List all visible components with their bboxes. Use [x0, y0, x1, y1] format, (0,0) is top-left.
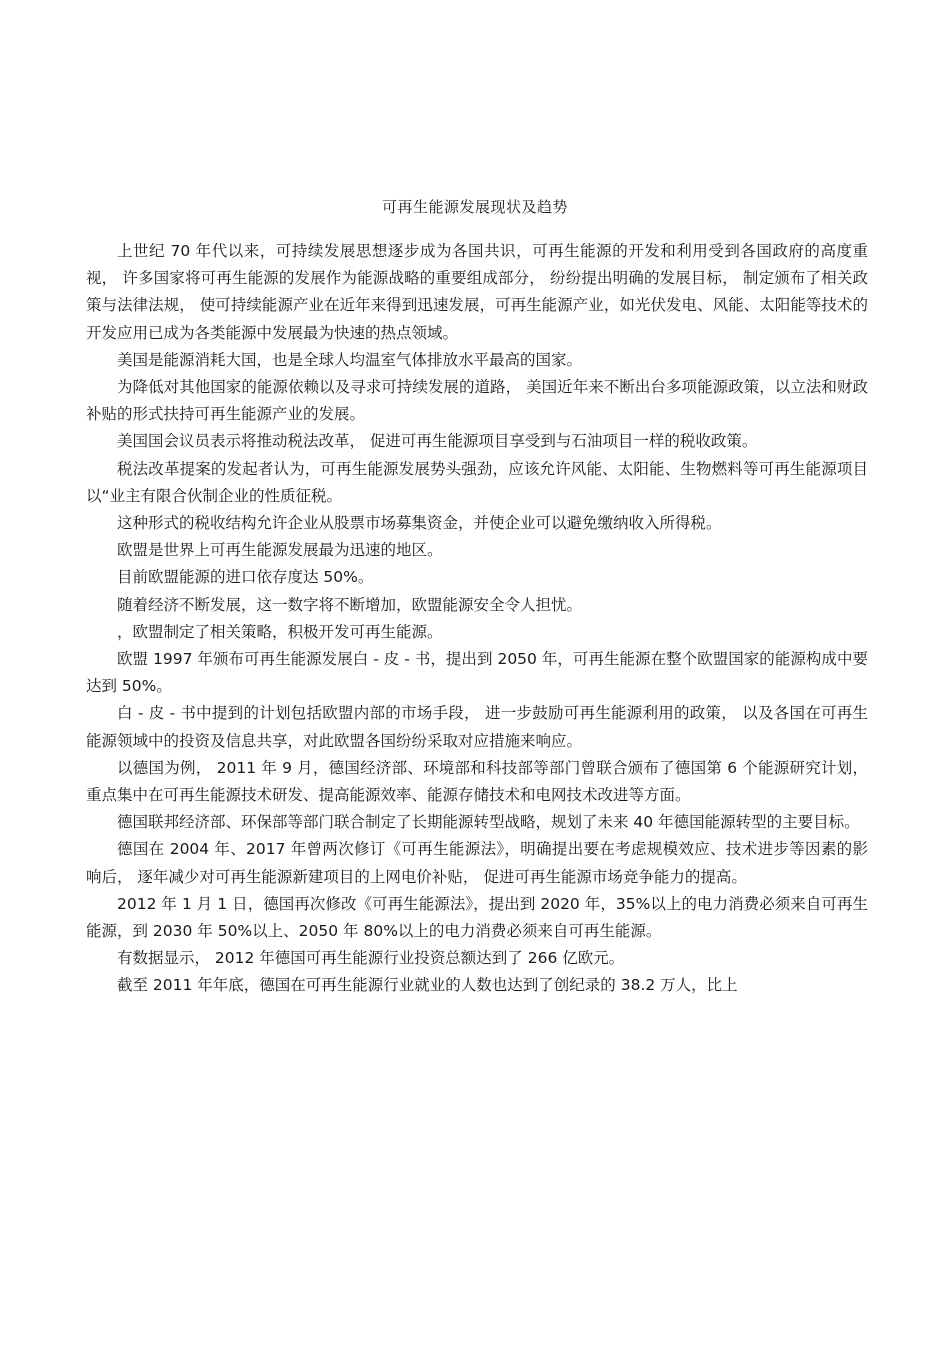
paragraph: 上世纪 70 年代以来，可持续发展思想逐步成为各国共识，可再生能源的开发和利用受到各国政府的高度重视， 许多国家将可再生能源的发展作为能源战略的重要组成部分， 纷纷提出明确的发展目标， 制定颁布了相关政策与法律法规， 使可持续能源产业在近年来得到迅速发展，可再生能源产业，如光伏发电、风能、太阳能等技术的开发应用已成为各类能源中发展最为快速的热点领域。: [86, 242, 868, 342]
document-title: 可再生能源发展现状及趋势: [381, 198, 568, 216]
paragraph: 欧盟 1997 年颁布可再生能源发展白 - 皮 - 书，提出到 2050 年，可再生能源在整个欧盟国家的能源构成中要达到 50%。: [86, 650, 868, 696]
paragraph: 欧盟是世界上可再生能源发展最为迅速的地区。: [117, 541, 443, 560]
paragraph: 这种形式的税收结构允许企业从股票市场募集资金，并使企业可以避免缴纳收入所得税。: [117, 514, 722, 533]
paragraph: 以德国为例， 2011 年 9 月，德国经济部、环境部和科技部等部门曾联合颁布了德国第 6 个能源研究计划，重点集中在可再生能源技术研发、提高能源效率、能源存储技术和电网技术改进等方面。: [86, 758, 868, 805]
paragraph: 美国是能源消耗大国，也是全球人均温室气体排放水平最高的国家。: [117, 350, 583, 369]
paragraph: 2012 年 1 月 1 日，德国再次修改《可再生能源法》，提出到 2020 年，35%以上的电力消费必须来自可再生能源，到 2030 年 50%以上、2050 年 80%以上的电力消费必须来自可再生能源。: [86, 894, 868, 941]
paragraph: 有数据显示， 2012 年德国可再生能源行业投资总额达到了 266 亿欧元。: [117, 949, 625, 968]
paragraph: 税法改革提案的发起者认为，可再生能源发展势头强劲，应该允许风能、太阳能、生物燃料等可再生能源项目以“业主有限合伙制企业的性质征税。: [86, 459, 868, 505]
paragraph: 德国在 2004 年、2017 年曾两次修订《可再生能源法》，明确提出要在考虑规模效应、技术进步等因素的影响后， 逐年减少对可再生能源新建项目的上网电价补贴， 促进可再生能源市场竞争能力的提高。: [86, 840, 868, 886]
paragraph: 目前欧盟能源的进口依存度达 50%。: [117, 568, 374, 587]
paragraph: ，欧盟制定了相关策略，积极开发可再生能源。: [117, 622, 443, 641]
paragraph: 随着经济不断发展，这一数字将不断增加，欧盟能源安全令人担忧。: [117, 595, 583, 614]
paragraph: 白 - 皮 - 书中提到的计划包括欧盟内部的市场手段， 进一步鼓励可再生能源利用的政策， 以及各国在可再生能源领域中的投资及信息共享，对此欧盟各国纷纷采取对应措施来响应。: [86, 704, 868, 750]
document-body: [86, 238, 868, 1000]
paragraph: 截至 2011 年年底，德国在可再生能源行业就业的人数也达到了创纪录的 38.2 万人，比上: [117, 976, 738, 995]
paragraph: 美国国会议员表示将推动税法改革， 促进可再生能源项目享受到与石油项目一样的税收政策。: [117, 432, 758, 451]
paragraph: 德国联邦经济部、环保部等部门联合制定了长期能源转型战略，规划了未来 40 年德国能源转型的主要目标。: [117, 813, 860, 832]
paragraph: 为降低对其他国家的能源依赖以及寻求可持续发展的道路， 美国近年来不断出台多项能源政策，以立法和财政补贴的形式扶持可再生能源产业的发展。: [86, 378, 868, 424]
